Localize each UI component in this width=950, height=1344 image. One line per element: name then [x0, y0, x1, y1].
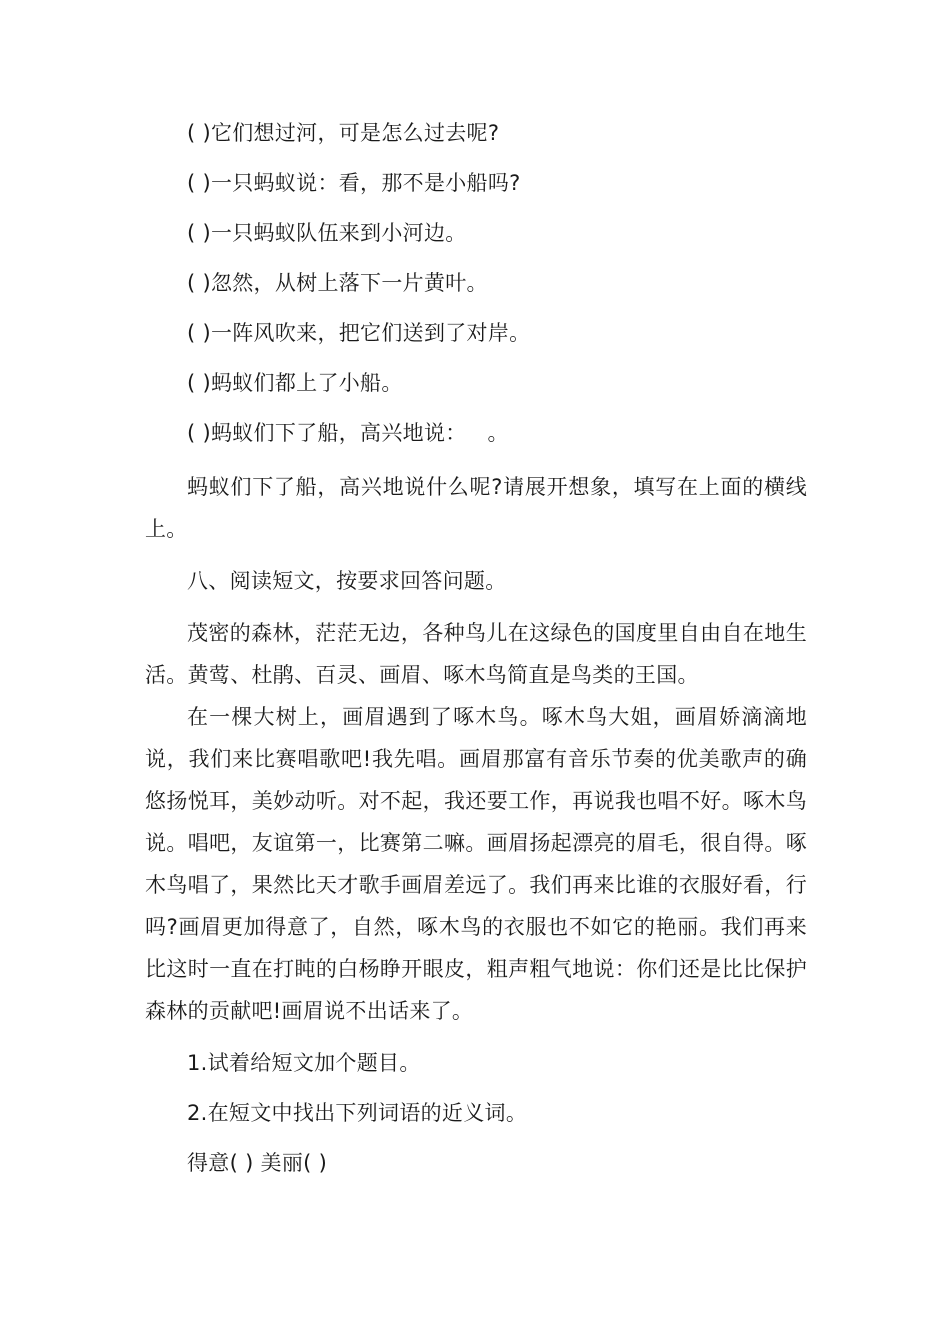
passage-paragraph-1: 茂密的森林，茫茫无边，各种鸟儿在这绿色的国度里自由自在地生活。黄莺、杜鹃、百灵、画眉、啄木鸟简直是鸟类的王国。	[145, 621, 807, 687]
document-body	[145, 116, 807, 1196]
section-8-title: 八、阅读短文，按要求回答问题。	[187, 569, 507, 593]
sort-item-1: ( )它们想过河，可是怎么过去呢?	[187, 121, 500, 145]
sort-item-2: ( )一只蚂蚁说：看，那不是小船吗?	[187, 171, 521, 195]
sort-item-7: ( )蚂蚁们下了船，高兴地说： 。	[187, 421, 509, 445]
question-1: 1.试着给短文加个题目。	[187, 1051, 421, 1075]
sort-item-3: ( )一只蚂蚁队伍来到小河边。	[187, 221, 467, 245]
passage-paragraph-2: 在一棵大树上，画眉遇到了啄木鸟。啄木鸟大姐，画眉娇滴滴地说，我们来比赛唱歌吧!我先唱。画眉那富有音乐节奏的优美歌声的确悠扬悦耳，美妙动听。对不起，我还要工作，再说我也唱不好。啄木鸟说。唱吧，友谊第一，比赛第二嘛。画眉扬起漂亮的眉毛，很自得。啄木鸟唱了，果然比天才歌手画眉差远了。我们再来比谁的衣服好看，行吗?画眉更加得意了，自然，啄木鸟的衣服也不如它的艳丽。我们再来比这时一直在打盹的白杨睁开眼皮，粗声粗气地说：你们还是比比保护森林的贡献吧!画眉说不出话来了。	[145, 705, 807, 1023]
sort-item-4: ( )忽然，从树上落下一片黄叶。	[187, 271, 488, 295]
question-2-words: 得意( ) 美丽( )	[187, 1151, 328, 1175]
sort-item-6: ( )蚂蚁们都上了小船。	[187, 371, 403, 395]
imagine-prompt: 蚂蚁们下了船，高兴地说什么呢?请展开想象，填写在上面的横线上。	[145, 475, 807, 541]
sort-item-5: ( )一阵风吹来，把它们送到了对岸。	[187, 321, 531, 345]
question-2: 2.在短文中找出下列词语的近义词。	[187, 1101, 528, 1125]
